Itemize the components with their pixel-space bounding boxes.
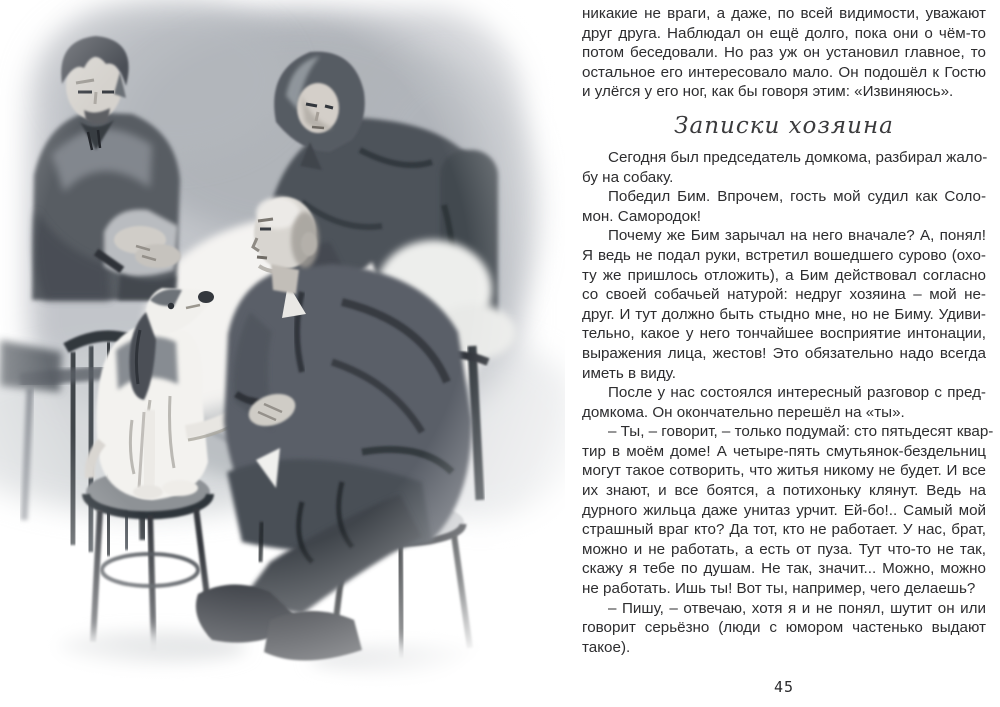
page-number: 45 xyxy=(773,678,795,696)
text-line: мон. Самородок! xyxy=(582,207,701,225)
text-line: говорит серьёзно (люди с юмором частенько выдают xyxy=(582,619,986,637)
text-line: дурного жильца даже унитаз урчит. Ей-бо!.. Самый мой xyxy=(582,501,986,519)
text-line: страшный враг кто? Да тот, кто не работает. У нас, брат, xyxy=(582,521,986,539)
paragraph xyxy=(582,187,986,226)
text-line: их знают, и все боятся, а потихоньку клянут. Ведь на xyxy=(582,482,986,500)
text-line: не работать. Ишь ты! Вот ты, например, чего делаешь? xyxy=(582,580,976,598)
text-line: со своей собачьей натурой: недруг хозяина – мой не- xyxy=(582,286,986,304)
paragraph xyxy=(582,226,986,383)
text-line: можно и не работать, а есть от пуза. Тут что-то не так, xyxy=(582,540,986,558)
text-line: остальное его интересовало мало. Он подошёл к Гостю xyxy=(582,63,986,81)
text-line: тир в моём доме! А четыре-пять смутьянок-бездельниц xyxy=(582,442,986,460)
text-line: и улёгся у его ног, как бы говоря этим: «Извиняюсь». xyxy=(582,83,954,101)
text-line: домкома. Он окончательно перешёл на «ты». xyxy=(582,403,905,421)
text-line: ту же пришлось отложить), а Бим действовал согласно xyxy=(582,266,986,284)
text-line: тельно, какое у него тончайшее восприятие интонации, xyxy=(582,325,986,343)
paragraph xyxy=(582,4,986,102)
text-line: – Ты, – говорит, – только подумай: сто пятьдесят квар- xyxy=(608,423,994,441)
text-column xyxy=(582,4,994,657)
text-line: Я ведь не подал руки, встретил вошедшего сурово (охо- xyxy=(582,246,986,264)
paragraph xyxy=(582,383,986,422)
text-line: скажу я тебе по душам. Не так, значит... Можно, можно xyxy=(582,560,986,578)
text-line: Почему же Бим зарычал на него вначале? А, понял! xyxy=(608,227,986,245)
paragraph xyxy=(582,148,986,187)
text-page xyxy=(582,4,994,704)
text-line: потом беседовали. Но раз уж он установил главное, то xyxy=(582,44,986,62)
chapter-heading: Записки хозяина xyxy=(674,112,894,139)
text-line: друг. И тут должно быть стыдно мне, но не Биму. Удиви- xyxy=(582,305,986,323)
text-line: После у нас состоялся интересный разговор с пред- xyxy=(608,384,986,402)
text-line: Победил Бим. Впрочем, гость мой судил как Соло- xyxy=(608,188,986,206)
text-line: Сегодня был председатель домкома, разбирал жало- xyxy=(608,148,988,166)
text-line: друг друга. Наблюдал он ещё долго, пока они о чём-то xyxy=(582,24,986,42)
text-line: такое). xyxy=(582,638,631,656)
text-line: – Пишу, – отвечаю, хотя я и не понял, шутит он или xyxy=(608,599,986,617)
text-line: выражения лица, жестов! Это обязательно надо всегда xyxy=(582,344,986,362)
paragraph xyxy=(582,599,986,658)
text-line: иметь в виду. xyxy=(582,364,676,382)
text-line: бу на собаку. xyxy=(582,168,674,186)
text-line: могут такое сотворить, что житья никому не будет. И все xyxy=(582,462,986,480)
paragraph xyxy=(582,422,994,598)
text-line: никакие не враги, а даже, по всей видимости, уважают xyxy=(582,5,986,22)
